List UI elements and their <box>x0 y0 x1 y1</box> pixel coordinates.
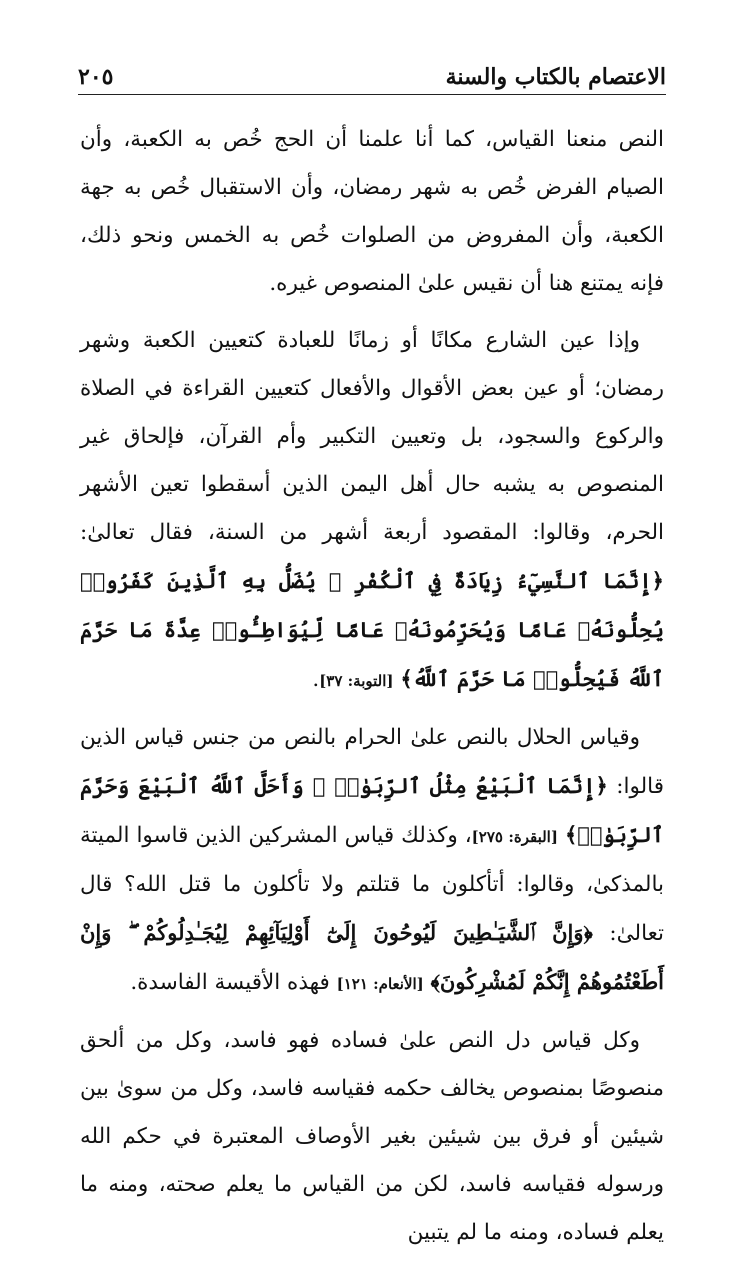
paragraph-3-text: وقياس الحلال بالنص علىٰ الحرام بالنص من جنس قياس الذين قالوا: <box>80 725 664 799</box>
paragraph-2-end: . <box>312 667 320 692</box>
verse-reference-anaam: [الأنعام: ١٢١] <box>336 975 424 993</box>
quran-verse-baqarah: ﴿إِنَّمَا ٱلْبَيْعُ مِثْلُ ٱلرِّبَوٰا۟ ۗ وَأَحَلَّ ٱللَّهُ ٱلْبَيْعَ وَحَرَّمَ ٱلرِّبَوٰا۟﴾ <box>80 773 664 847</box>
page-body <box>80 116 664 1266</box>
running-title: الاعتصام بالكتاب والسنة <box>445 64 666 90</box>
verse-reference-tawbah: [التوبة: ٣٧] <box>319 672 394 690</box>
paragraph-1-text: النص منعنا القياس، كما أنا علمنا أن الحج خُص به الكعبة، وأن الصيام الفرض خُص به شهر رمضان، وأن الاستقبال خُص به جهة الكعبة، وأن المفروض من الصلوات خُص به الخمس ونحو ذلك، فإنه يمتنع هنا أن نقيس علىٰ المنصوص غيره. <box>80 127 664 296</box>
paragraph-2-text: وإذا عين الشارع مكانًا أو زمانًا للعبادة كتعيين الكعبة وشهر رمضان؛ أو عين بعض الأقوال والأفعال كتعيين القراءة في الصلاة والركوع والسجود، بل وتعيين التكبير وأم القرآن، فإلحاق غير المنصوص به يشبه حال أهل اليمن الذين أسقطوا تعين الأشهر الحرم، وقالوا: المقصود أربعة أشهر من السنة، فقال تعالىٰ: <box>80 328 664 545</box>
page-header <box>78 56 666 95</box>
page-number: ٢٠٥ <box>78 64 114 90</box>
quran-verse-tawbah: ﴿إِنَّمَا ٱلنَّسِيٓءُ زِيَادَةٌ فِي ٱلْكُفْرِ ۖ يُضَلُّ بِهِ ٱلَّذِينَ كَفَرُوا۟ يُحِلُّونَهُۥ عَامًا وَيُحَرِّمُونَهُۥ عَامًا لِّيُوَاطِـُٔوا۟ عِدَّةَ مَا حَرَّمَ ٱللَّهُ فَيُحِلُّوا۟ مَا حَرَّمَ ٱللَّهُ﴾ <box>80 568 664 691</box>
verse-reference-baqarah: [البقرة: ٢٧٥] <box>471 828 558 846</box>
paragraph-1 <box>80 116 664 308</box>
paragraph-4 <box>80 1017 664 1257</box>
quran-verse-anaam: ﴿وَإِنَّ ٱلشَّيَـٰطِينَ لَيُوحُونَ إِلَىٰٓ أَوْلِيَآئِهِمْ لِيُجَـٰدِلُوكُمْ ۖ وَإِنْ أَطَعْتُمُوهُمْ إِنَّكُمْ لَمُشْرِكُونَ﴾ <box>80 920 664 994</box>
paragraph-3-text-3: فهذه الأقيسة الفاسدة. <box>130 970 337 995</box>
paragraph-3 <box>80 714 664 1008</box>
paragraph-2 <box>80 317 664 705</box>
paragraph-3-text-2: ، وكذلك قياس المشركين الذين قاسوا الميتة بالمذكىٰ، وقالوا: أتأكلون ما قتلتم ولا تأكلون ما قتل الله؟ قال تعالىٰ: <box>80 823 664 946</box>
paragraph-4-text: وكل قياس دل النص علىٰ فساده فهو فاسد، وكل من ألحق منصوصًا بمنصوص يخالف حكمه فقياسه فاسد، وكل من سوىٰ بين شيئين أو فرق بين شيئين بغير الأوصاف المعتبرة في حكم الله ورسوله فقياسه فاسد، لكن من القياس ما يعلم صحته، ومنه ما يعلم فساده، ومنه ما لم يتبين <box>80 1028 664 1245</box>
